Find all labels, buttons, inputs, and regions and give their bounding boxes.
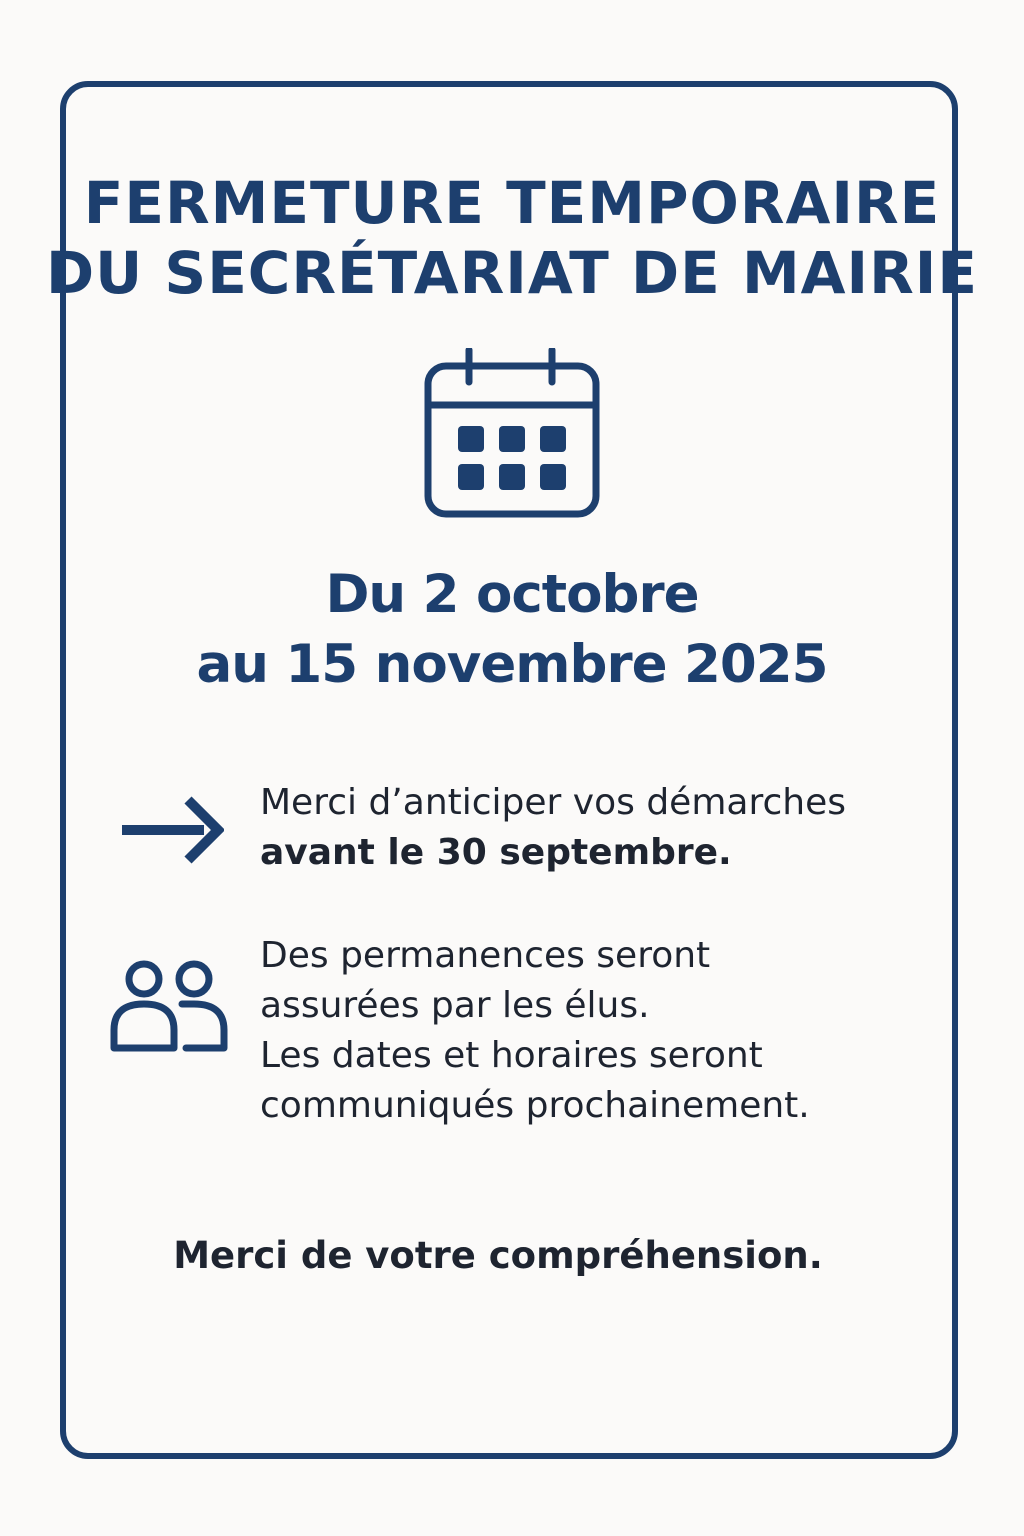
period-line-2: au 15 novembre 2025: [196, 634, 828, 695]
permanence-line-3: Les dates et horaires seront: [260, 1035, 763, 1076]
anticipate-block: [260, 778, 950, 878]
closing-message: Merci de votre compréhension.: [173, 1234, 823, 1277]
anticipate-line-1: Merci d’anticiper vos démarches: [260, 782, 846, 823]
calendar-icon: [424, 348, 600, 518]
notice-title: [0, 168, 1024, 308]
permanence-line-2: assurées par les élus.: [260, 985, 650, 1026]
permanence-block: [260, 931, 950, 1131]
arrow-right-icon: [122, 795, 224, 865]
title-line-2: DU SECRÉTARIAT DE MAIRIE: [45, 239, 978, 307]
title-line-1: FERMETURE TEMPORAIRE: [83, 169, 941, 237]
anticipate-deadline: avant le 30 septembre.: [260, 832, 732, 873]
period-line-1: Du 2 octobre: [325, 564, 699, 625]
people-icon: [110, 960, 228, 1054]
permanence-line-4: communiqués prochainement.: [260, 1085, 810, 1126]
permanence-line-1: Des permanences seront: [260, 935, 711, 976]
closure-period: [0, 560, 1024, 700]
